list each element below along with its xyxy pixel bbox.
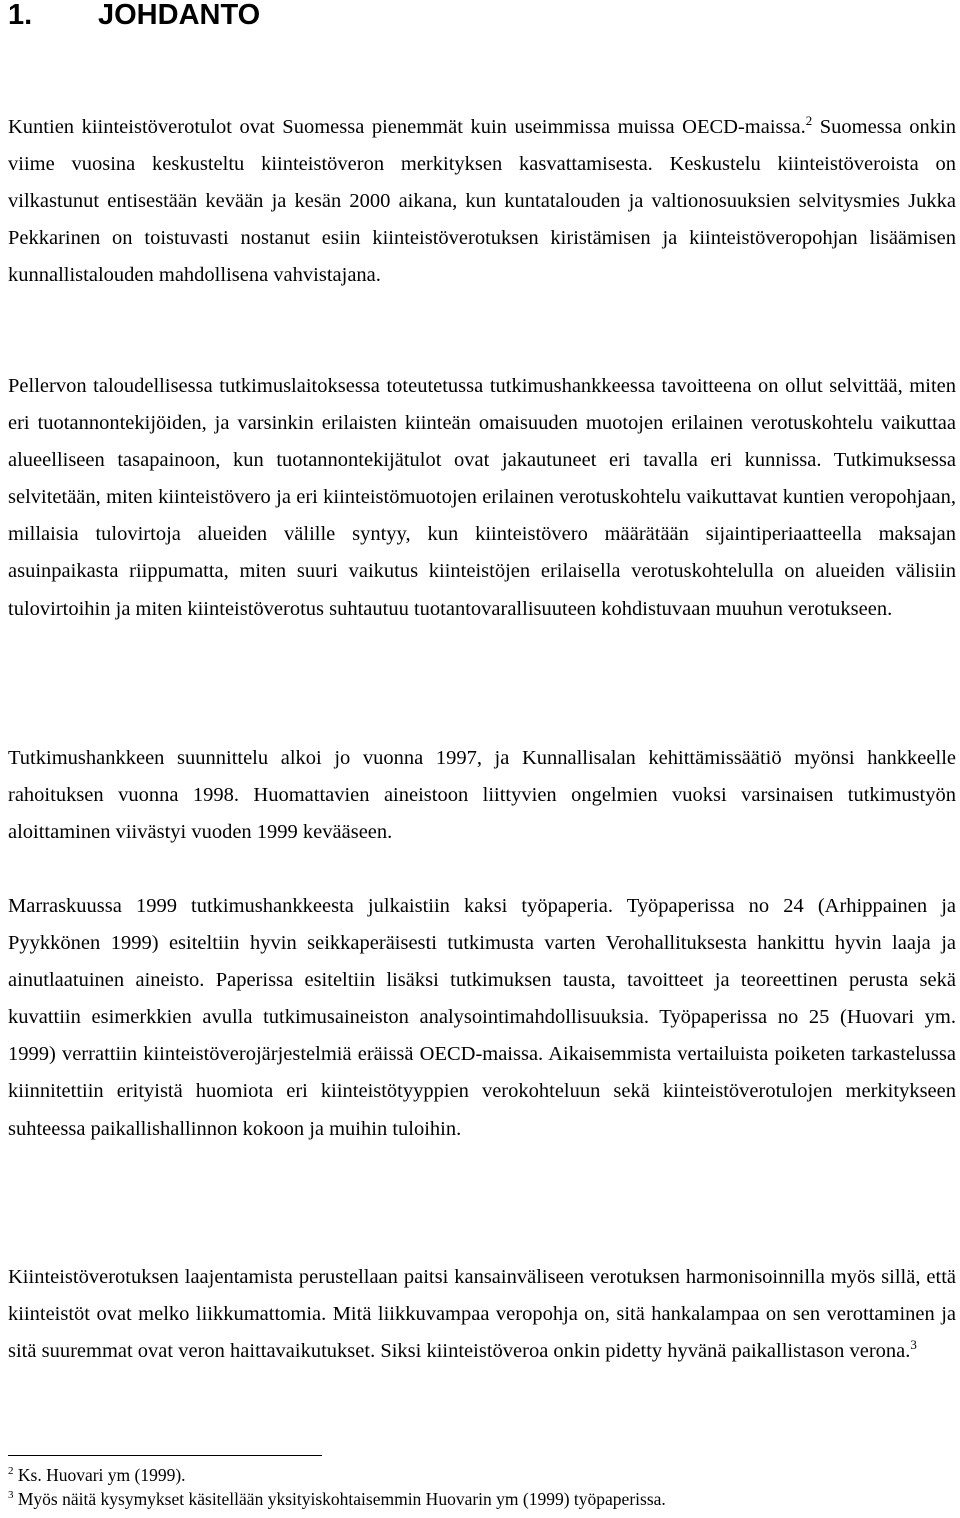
chapter-title: JOHDANTO xyxy=(98,0,261,31)
chapter-number: 1. xyxy=(8,0,33,31)
paragraph-project-history xyxy=(8,740,956,851)
paragraph-research-aim xyxy=(8,368,956,628)
footnote-mark: 3 xyxy=(8,1489,14,1501)
footnote-3 xyxy=(8,1488,666,1510)
footnote-mark: 2 xyxy=(8,1465,14,1477)
footnote-reference: 3 xyxy=(910,1337,917,1353)
footnote-divider xyxy=(8,1455,322,1456)
footnote-reference: 2 xyxy=(805,113,813,128)
footnote-text: Myös näitä kysymykset käsitellään yksityiskohtaisemmin Huovarin ym (1999) työpaperissa. xyxy=(17,1489,666,1509)
paragraph-text: Kuntien kiinteistöverotulot ovat Suomessa pienemmät kuin useimmissa muissa OECD-maissa. xyxy=(8,116,806,138)
paragraph-text: Marraskuussa 1999 tutkimushankkeesta julkaistiin kaksi työpaperia. Työpaperissa no 24 (Arhippainen ja Pyykkönen 1999) esiteltiin hyvin seikkaperäisesti tutkimusta varten Verohallituksesta hankittu hyvin laaja ja ainutlaatuinen aineisto. Paperissa esiteltiin lisäksi tutkimuksen tausta, tavoitteet ja teoreettinen perusta sekä kuvattiin esimerkkien avulla tutkimusaineiston analysointimahdollisuuksia. Työpaperissa no 25 (Huovari ym. 1999) verrattiin kiinteistöverojärjestelmiä eräissä OECD-maissa. Aikaisemmista vertailuista poiketen tarkastelussa kiinnitettiin erityistä huomiota eri kiinteistötyyppien verokohteluun sekä kiinteistöverotulojen merkitykseen suhteessa paikallishallinnon kokoon ja muihin tuloihin. xyxy=(8,895,956,1140)
footnote-2 xyxy=(8,1464,186,1486)
paragraph-text: Kiinteistöverotuksen laajentamista perustellaan paitsi kansainväliseen verotuksen harmonisoinnilla myös sillä, että kiinteistöt ovat melko liikkumattomia. Mitä liikkuvampaa veropohja on, sitä hankalampaa on sen verottaminen ja sitä suuremmat ovat veron haittavaikutukset. Siksi kiinteistöveroa onkin pidetty hyvänä paikallistason verona. xyxy=(8,1266,956,1363)
paragraph-justification xyxy=(8,1259,956,1370)
paragraph-text: Suomessa onkin viime vuosina keskusteltu kiinteistöveron merkityksen kasvattamisesta. Keskustelu kiinteistöveroista on vilkastunut entisestään kevään ja kesän 2000 aikana, kun kuntatalouden ja valtionosuuksien selvitysmies Jukka Pekkarinen on toistuvasti nostanut esiin kiinteistöverotuksen kiristämisen ja kiinteistöveropohjan lisäämisen kunnallistalouden mahdollisena vahvistajana. xyxy=(8,116,956,287)
chapter-heading xyxy=(8,0,260,32)
paragraph-working-papers xyxy=(8,888,956,1148)
paragraph-text: Tutkimushankkeen suunnittelu alkoi jo vuonna 1997, ja Kunnallisalan kehittämissäätiö myönsi hankkeelle rahoituksen vuonna 1998. Huomattavien aineistoon liittyvien ongelmien vuoksi varsinaisen tutkimustyön aloittaminen viivästyi vuoden 1999 kevääseen. xyxy=(8,747,956,844)
footnote-text: Ks. Huovari ym (1999). xyxy=(17,1465,186,1485)
paragraph-text: Pellervon taloudellisessa tutkimuslaitoksessa toteutetussa tutkimushankkeessa tavoitteena on ollut selvittää, miten eri tuotannontekijöiden, ja varsinkin erilaisten kiinteän omaisuuden muotojen erilainen verotuskohtelu vaikuttaa alueelliseen tasapainoon, kun tuotannontekijätulot ovat jakautuneet eri tavalla eri kunnissa. Tutkimuksessa selvitetään, miten kiinteistövero ja eri kiinteistömuotojen erilainen verotuskohtelu vaikuttavat kuntien veropohjaan, millaisia tulovirtoja alueiden välille syntyy, kun kiinteistövero määrätään sijaintiperiaatteella maksajan asuinpaikasta riippumatta, miten suuri vaikutus kiinteistöjen erilaisella verotuskohtelulla on alueiden välisiin tulovirtoihin ja miten kiinteistöverotus suhtautuu tuotantovarallisuuteen kohdistuvaan muuhun verotukseen. xyxy=(8,375,956,620)
paragraph-intro xyxy=(8,109,956,294)
